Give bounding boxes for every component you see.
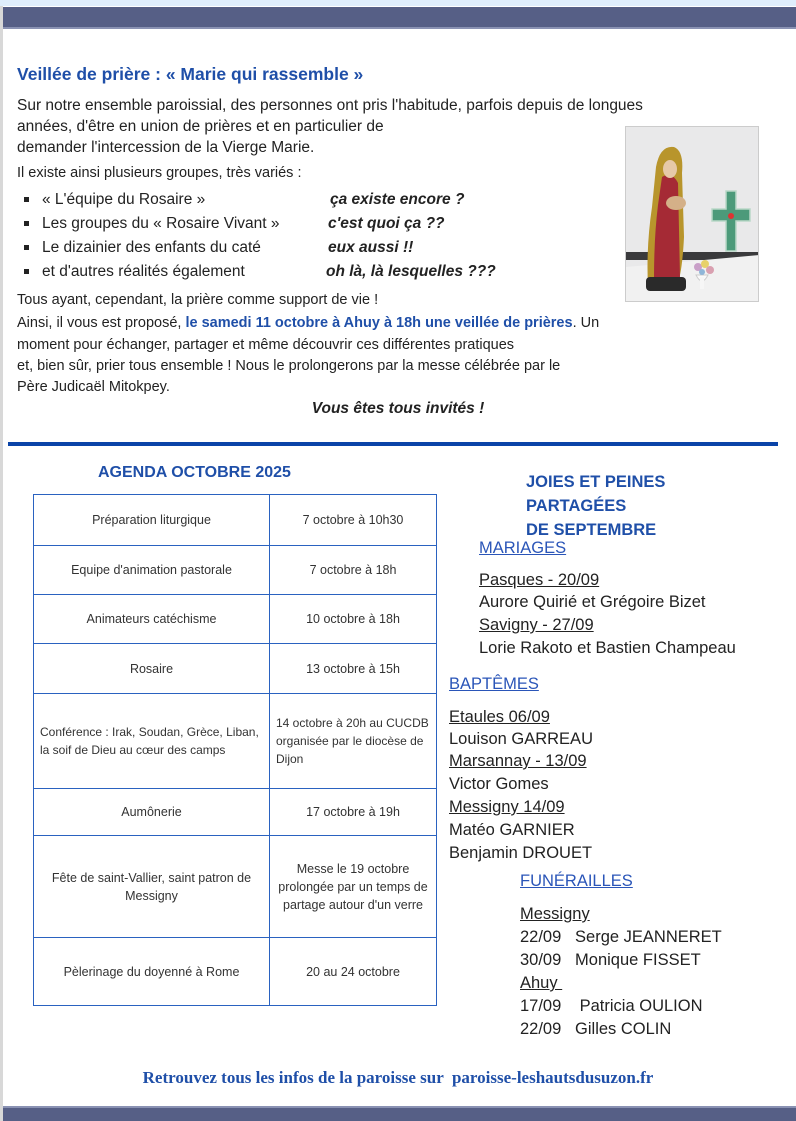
table-row <box>34 495 437 546</box>
section-divider <box>8 442 778 446</box>
agenda-event: Fête de saint-Vallier, saint patron de Messigny <box>34 836 270 938</box>
mariage-names: Lorie Rakoto et Bastien Champeau <box>479 639 736 657</box>
joies-title <box>526 470 665 542</box>
table-row <box>34 938 437 1006</box>
bullet-icon <box>24 221 29 226</box>
agenda-date: Messe le 19 octobre prolongée par un temps de partage autour d'un verre <box>270 836 437 938</box>
agenda-event: Animateurs catéchisme <box>34 595 270 644</box>
bullet-icon <box>24 197 29 202</box>
agenda-date: 7 octobre à 18h <box>270 546 437 595</box>
statue-illustration <box>626 127 759 302</box>
table-row <box>34 546 437 595</box>
joies-title-line: JOIES ET PEINES <box>526 473 666 491</box>
agenda-event: Conférence : Irak, Soudan, Grèce, Liban, la soif de Dieu au cœur des camps <box>34 694 270 789</box>
group-comment: c'est quoi ça ?? <box>328 215 445 232</box>
funeraille-entry: 30/09 Monique FISSET <box>520 951 701 969</box>
intro-line: années, d'être en union de prières et en particulier de <box>17 118 384 135</box>
agenda-date: 13 octobre à 15h <box>270 644 437 694</box>
group-label: « L'équipe du Rosaire » <box>42 191 206 208</box>
table-row <box>34 694 437 789</box>
intro-line: demander l'intercession de la Vierge Marie. <box>17 139 315 156</box>
bapteme-place: Messigny 14/09 <box>449 798 565 816</box>
proposal-suffix: . Un <box>572 315 600 331</box>
joies-title-line: DE SEPTEMBRE <box>526 521 657 539</box>
virgin-mary-statue-photo <box>625 126 759 302</box>
proposal-line: moment pour échanger, partager et même découvrir ces différentes pratiques <box>17 337 515 353</box>
agenda-date: 20 au 24 octobre <box>270 938 437 1006</box>
intro-line: Sur notre ensemble paroissial, des personnes ont pris l'habitude, parfois depuis de longues <box>17 97 643 114</box>
table-row <box>34 789 437 836</box>
agenda-date: 7 octobre à 10h30 <box>270 495 437 546</box>
bapteme-name: Louison GARREAU <box>449 730 593 748</box>
agenda-title: AGENDA OCTOBRE 2025 <box>98 464 291 481</box>
agenda-date: 17 octobre à 19h <box>270 789 437 836</box>
header-band <box>3 7 796 29</box>
agenda-event: Pèlerinage du doyenné à Rome <box>34 938 270 1006</box>
group-label: Les groupes du « Rosaire Vivant » <box>42 215 280 232</box>
bapteme-place: Etaules 06/09 <box>449 708 550 726</box>
agenda-event: Rosaire <box>34 644 270 694</box>
proposal-prefix: Ainsi, il vous est proposé, <box>17 315 186 331</box>
table-row <box>34 595 437 644</box>
mariage-names: Aurore Quirié et Grégoire Bizet <box>479 593 706 611</box>
funeraille-entry: 17/09 Patricia OULION <box>520 997 703 1015</box>
footer-website-line: Retrouvez tous les infos de la paroisse sur paroisse-leshautsdusuzon.fr <box>142 1068 654 1087</box>
agenda-event: Préparation liturgique <box>34 495 270 546</box>
funeraille-place: Ahuy <box>520 974 563 992</box>
proposal-highlight: le samedi 11 octobre à Ahuy à 18h une veillée de prières <box>185 315 573 331</box>
support-line: Tous ayant, cependant, la prière comme support de vie ! <box>17 292 379 308</box>
bapteme-name: Victor Gomes <box>449 775 549 793</box>
article-title: Veillée de prière : « Marie qui rassemble » <box>17 64 364 84</box>
table-row <box>34 836 437 938</box>
baptemes-heading: BAPTÊMES <box>449 675 539 693</box>
mariage-place: Savigny - 27/09 <box>479 616 594 634</box>
funeraille-entry: 22/09 Serge JEANNERET <box>520 928 722 946</box>
group-label: Le dizainier des enfants du caté <box>42 239 261 256</box>
agenda-table <box>33 494 437 1006</box>
mariage-place: Pasques - 20/09 <box>479 571 600 589</box>
bullet-icon <box>24 269 29 274</box>
group-comment: ça existe encore ? <box>330 191 465 208</box>
funeraille-entry: 22/09 Gilles COLIN <box>520 1020 672 1038</box>
mariages-heading: MARIAGES <box>479 539 567 557</box>
invitation: Vous êtes tous invités ! <box>311 400 485 417</box>
table-row <box>34 644 437 694</box>
group-comment: oh là, là lesquelles ??? <box>326 263 496 280</box>
proposal-line: Père Judicaël Mitokpey. <box>17 379 170 395</box>
agenda-event: Aumônerie <box>34 789 270 836</box>
funerailles-heading: FUNÉRAILLES <box>520 872 633 890</box>
group-label: et d'autres réalités également <box>42 263 245 280</box>
group-comment: eux aussi !! <box>328 239 414 256</box>
proposal-line: et, bien sûr, prier tous ensemble ! Nous le prolongerons par la messe célébrée par le <box>17 358 561 374</box>
agenda-date: 10 octobre à 18h <box>270 595 437 644</box>
agenda-date: 14 octobre à 20h au CUCDB organisée par le diocèse de Dijon <box>270 694 437 789</box>
footer-band <box>3 1106 796 1121</box>
bapteme-name: Benjamin DROUET <box>449 844 593 862</box>
funeraille-place: Messigny <box>520 905 590 923</box>
bullet-icon <box>24 245 29 250</box>
bapteme-place: Marsannay - 13/09 <box>449 752 587 770</box>
groups-intro: Il existe ainsi plusieurs groupes, très variés : <box>17 165 302 181</box>
agenda-event: Equipe d'animation pastorale <box>34 546 270 595</box>
proposal-line <box>17 313 599 334</box>
bapteme-name: Matéo GARNIER <box>449 821 575 839</box>
joies-title-line: PARTAGÉES <box>526 497 627 515</box>
